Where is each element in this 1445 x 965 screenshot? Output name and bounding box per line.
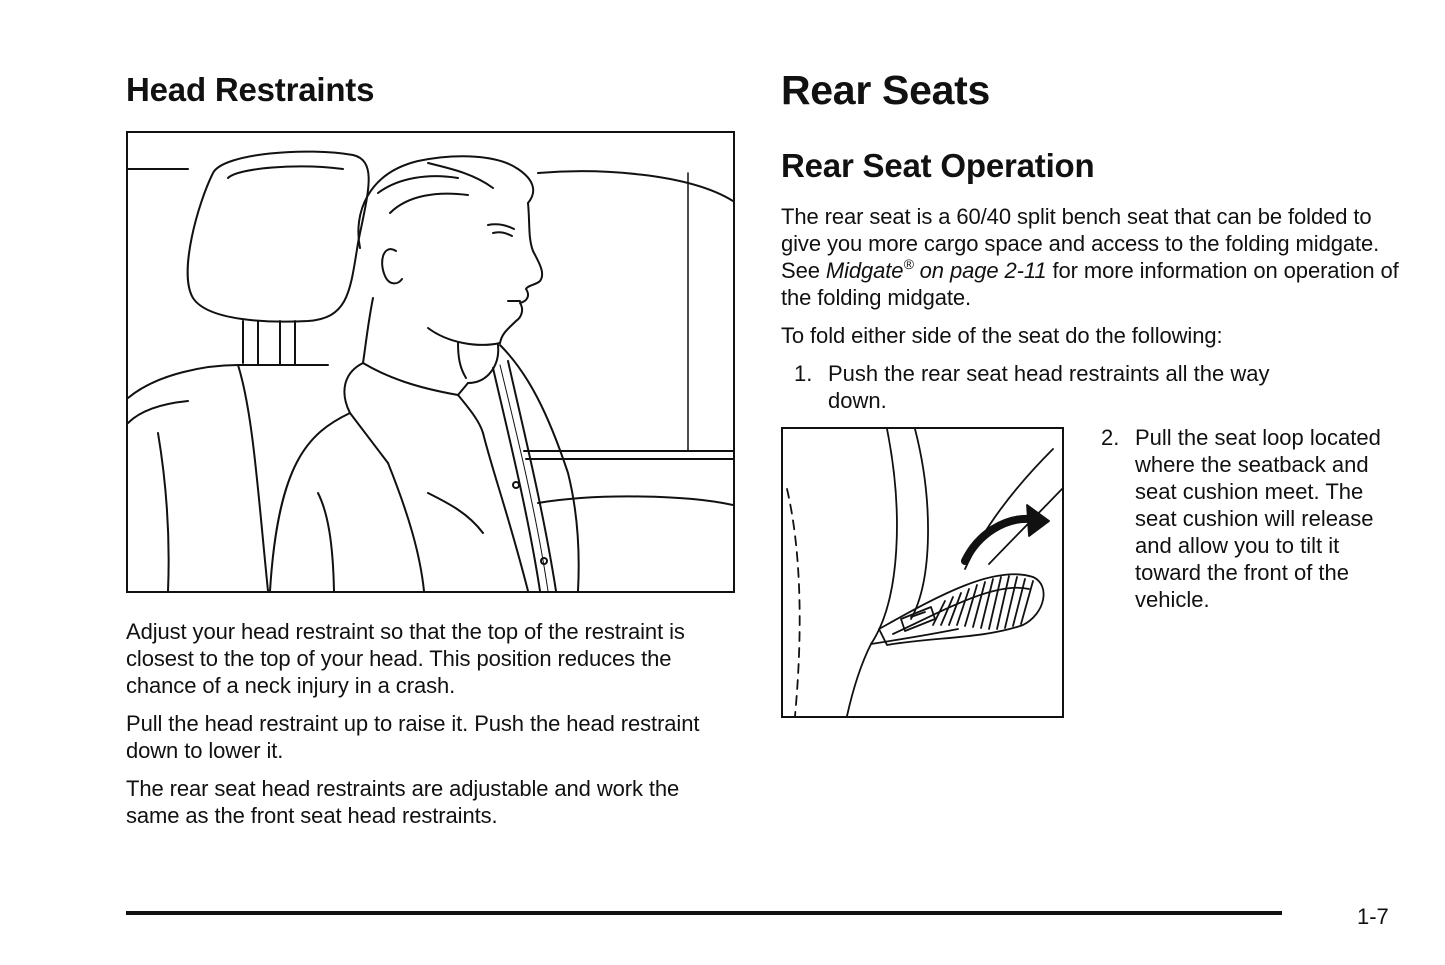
intro-text-before: The rear seat is a 60/40 split bench seat that can be folded to give you more cargo space and access to the folding midgate. See	[781, 204, 1380, 283]
head-restraints-heading: Head Restraints	[126, 71, 375, 108]
rear-head-restraints-paragraph: The rear seat head restraints are adjustable and work the same as the front seat head restraints.	[126, 776, 680, 828]
page-number: 1-7	[1357, 904, 1389, 929]
rear-seats-heading: Rear Seats	[781, 67, 990, 113]
head-restraint-illustration	[126, 131, 735, 593]
rear-seat-intro-paragraph	[781, 203, 1401, 311]
fold-instruction: To fold either side of the seat do the following:	[781, 323, 1223, 348]
rear-seat-operation-heading: Rear Seat Operation	[781, 147, 1095, 184]
pull-push-paragraph: Pull the head restraint up to raise it. Push the head restraint down to lower it.	[126, 711, 700, 763]
footer-rule	[126, 911, 1282, 915]
midgate-link-page: on page 2-11	[913, 258, 1047, 283]
midgate-reference-link[interactable]	[826, 258, 1047, 283]
adjust-paragraph: Adjust your head restraint so that the top of the restraint is closest to the top of your head. This position reduces the chance of a neck injury in a crash.	[126, 619, 685, 698]
step-1	[794, 360, 1294, 414]
step-2-number: 2.	[1101, 425, 1120, 450]
left-column	[126, 70, 736, 829]
intro-text-after: for more information on operation of the folding midgate.	[781, 258, 1399, 310]
step-1-number: 1.	[794, 361, 813, 386]
step-2	[1101, 424, 1401, 718]
seat-loop-illustration	[781, 427, 1064, 718]
step-2-row	[781, 427, 1401, 718]
registered-mark: ®	[903, 256, 914, 272]
step-1-text: Push the rear seat head restraints all the way down.	[828, 361, 1270, 413]
right-column	[781, 68, 1401, 718]
step-2-text: Pull the seat loop located where the seatback and seat cushion meet. The seat cushion will release and allow you to tilt it toward the front of the vehicle.	[1135, 425, 1381, 612]
midgate-link-text: Midgate	[825, 258, 904, 283]
